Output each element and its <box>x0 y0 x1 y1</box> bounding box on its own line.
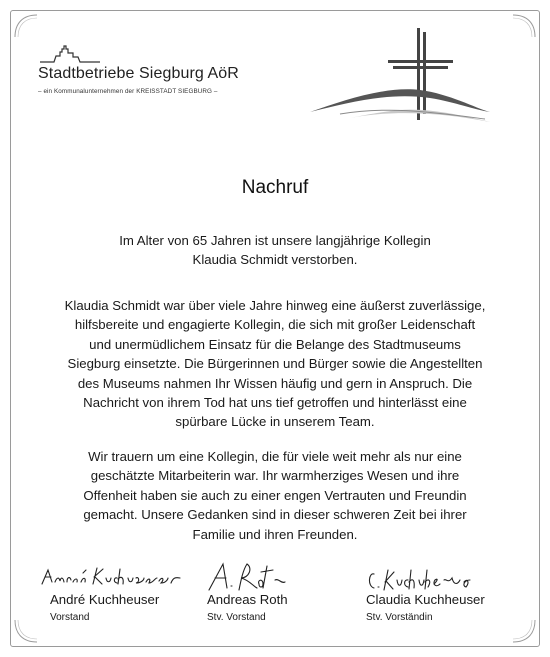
body-line: Klaudia Schmidt war über viele Jahre hinweg eine äußerst zuverlässige, <box>64 298 486 313</box>
cross-icon <box>388 28 453 120</box>
closing-paragraph <box>30 447 520 544</box>
closing-line: gemacht. Unsere Gedanken sind in dieser schweren Zeit bei ihrer <box>83 507 467 523</box>
corner-ornament-icon <box>13 13 39 39</box>
closing-line: Familie und ihren Freunden. <box>192 526 358 542</box>
wave-thin <box>340 110 485 119</box>
org-name: Stadtbetriebe Siegburg AöR <box>38 65 239 82</box>
cross-wave-emblem <box>290 22 490 137</box>
signatory-role: Stv. Vorstand <box>207 612 266 623</box>
closing-line: Offenheit haben sie auch zu einer engen Vertrauten und Freundin <box>83 487 467 503</box>
handwritten-signature <box>366 560 486 592</box>
org-logo <box>36 40 266 102</box>
corner-ornament-icon <box>13 618 39 644</box>
signatory-name: André Kuchheuser <box>50 592 160 607</box>
intro-line: Klaudia Schmidt verstorben. <box>192 252 358 268</box>
intro-line: Im Alter von 65 Jahren ist unsere langjährige Kollegin <box>119 233 431 248</box>
body-line: Siegburg einsetzte. Die Bürgerinnen und Bürger sowie die Angestellten <box>67 356 483 372</box>
corner-ornament-icon <box>511 13 537 39</box>
closing-line: geschätzte Mitarbeiterin war. Ihr warmherziges Wesen und ihre <box>90 468 460 484</box>
notice-title: Nachruf <box>241 177 309 198</box>
closing-line: Wir trauern um eine Kollegin, die für viele weit mehr als nur eine <box>88 449 462 464</box>
body-line: spürbare Lücke in unserem Team. <box>175 414 375 430</box>
intro-paragraph <box>30 231 520 270</box>
org-subline: – ein Kommunalunternehmen der KREISSTADT SIEGBURG – <box>38 88 218 95</box>
signatory-name: Claudia Kuchheuser <box>366 592 485 607</box>
body-line: Nachricht von ihrem Tod hat uns tief getroffen und hinterlässt eine <box>83 395 467 411</box>
corner-ornament-icon <box>511 618 537 644</box>
body-paragraph <box>30 296 520 432</box>
signatory-role: Stv. Vorständin <box>366 612 433 623</box>
signatory-name: Andreas Roth <box>207 592 288 607</box>
castle-hill-icon <box>40 40 100 64</box>
signatory-role: Vorstand <box>50 612 90 623</box>
body-line: des Museums nahmen Ihr Wissen häufig und gern in Anspruch. Die <box>77 375 473 391</box>
handwritten-signature <box>40 560 185 590</box>
body-line: und unermüdlichem Einsatz für die Belange des Stadtmuseums <box>89 336 461 352</box>
wave-dark <box>310 89 490 112</box>
body-line: hilfsbereite und engagierte Kollegin, die sich mit großer Leidenschaft <box>74 317 476 333</box>
handwritten-signature <box>205 560 295 594</box>
